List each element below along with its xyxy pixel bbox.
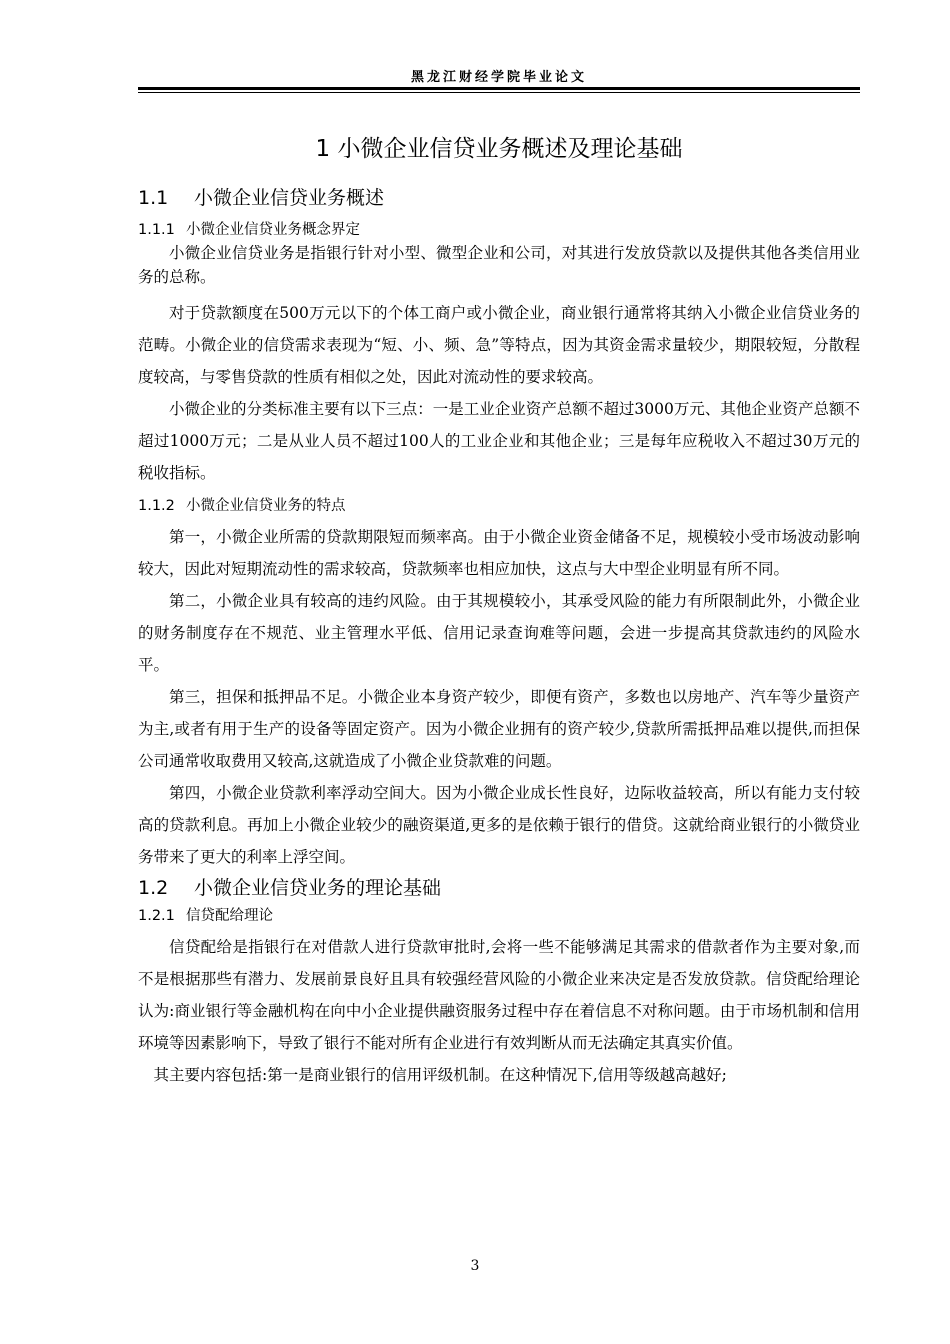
- section-number: 1.1: [138, 187, 169, 209]
- paragraph: 第二，小微企业具有较高的违约风险。由于其规模较小，其承受风险的能力有所限制此外，小微企业的财务制度存在不规范、业主管理水平低、信用记录查询难等问题，会进一步提高其贷款违约的风险水平。: [138, 592, 860, 674]
- paragraph: 第四，小微企业贷款利率浮动空间大。因为小微企业成长性良好，边际收益较高，所以有能力支付较高的贷款利息。再加上小微企业较少的融资渠道,更多的是依赖于银行的借贷。这就给商业银行的小微贷业务带来了更大的利率上浮空间。: [138, 784, 860, 866]
- section-title: 小微企业信贷业务的理论基础: [194, 877, 442, 899]
- section-number: 1.2: [138, 877, 169, 899]
- subsection-heading-1-2-1: [138, 905, 860, 927]
- subsection-title: 小微企业信贷业务概念界定: [186, 222, 360, 238]
- paragraph: 小微企业信贷业务是指银行针对小型、微型企业和公司，对其进行发放贷款以及提供其他各类信用业务的总称。: [138, 244, 860, 286]
- subsection-heading-1-1-2: [138, 495, 860, 517]
- chapter-title-text: 小微企业信贷业务概述及理论基础: [337, 136, 683, 162]
- subsection-title: 信贷配给理论: [186, 908, 273, 924]
- paragraph: 对于贷款额度在500万元以下的个体工商户或小微企业，商业银行通常将其纳入小微企业信贷业务的范畴。小微企业的信贷需求表现为“短、小、频、急”等特点，因为其资金需求量较少，期限较短，分散程度较高，与零售贷款的性质有相似之处，因此对流动性的要求较高。: [138, 304, 860, 386]
- subsection-heading-1-1-1: [138, 219, 860, 241]
- subsection-title: 小微企业信贷业务的特点: [186, 498, 346, 514]
- running-header: 黑龙江财经学院毕业论文: [410, 70, 587, 85]
- subsection-number: 1.1.1: [138, 222, 175, 238]
- body-content: [138, 133, 860, 1091]
- chapter-title: [138, 133, 860, 165]
- paragraph: 第一，小微企业所需的贷款期限短而频率高。由于小微企业资金储备不足，规模较小受市场波动影响较大，因此对短期流动性的需求较高，贷款频率也相应加快，这点与大中型企业明显有所不同。: [138, 528, 860, 578]
- paragraph: 第三，担保和抵押品不足。小微企业本身资产较少，即便有资产，多数也以房地产、汽车等少量资产为主,或者有用于生产的设备等固定资产。因为小微企业拥有的资产较少,贷款所需抵押品难以提供,而担保公司通常收取费用又较高,这就造成了小微企业贷款难的问题。: [138, 688, 860, 770]
- paragraph: 其主要内容包括:第一是商业银行的信用评级机制。在这种情况下,信用等级越高越好;: [153, 1066, 727, 1084]
- header-rule-thick: [138, 87, 860, 90]
- subsection-number: 1.2.1: [138, 908, 175, 924]
- section-title: 小微企业信贷业务概述: [194, 187, 385, 209]
- page-number: 3: [470, 1258, 480, 1274]
- subsection-number: 1.1.2: [138, 498, 175, 514]
- paragraph: 小微企业的分类标准主要有以下三点：一是工业企业资产总额不超过3000万元、其他企业资产总额不超过1000万元；二是从业人员不超过100人的工业企业和其他企业；三是每年应税收入不超过30万元的税收指标。: [138, 400, 860, 482]
- chapter-number: 1: [315, 136, 331, 162]
- section-heading-1-1: [138, 183, 860, 213]
- paragraph: 信贷配给是指银行在对借款人进行贷款审批时,会将一些不能够满足其需求的借款者作为主要对象,而不是根据那些有潜力、发展前景良好且具有较强经营风险的小微企业来决定是否发放贷款。信贷配给理论认为:商业银行等金融机构在向中小企业提供融资服务过程中存在着信息不对称问题。由于市场机制和信用环境等因素影响下，导致了银行不能对所有企业进行有效判断从而无法确定其真实价值。: [138, 938, 860, 1052]
- header-rule-thin: [138, 92, 860, 93]
- section-heading-1-2: [138, 873, 860, 903]
